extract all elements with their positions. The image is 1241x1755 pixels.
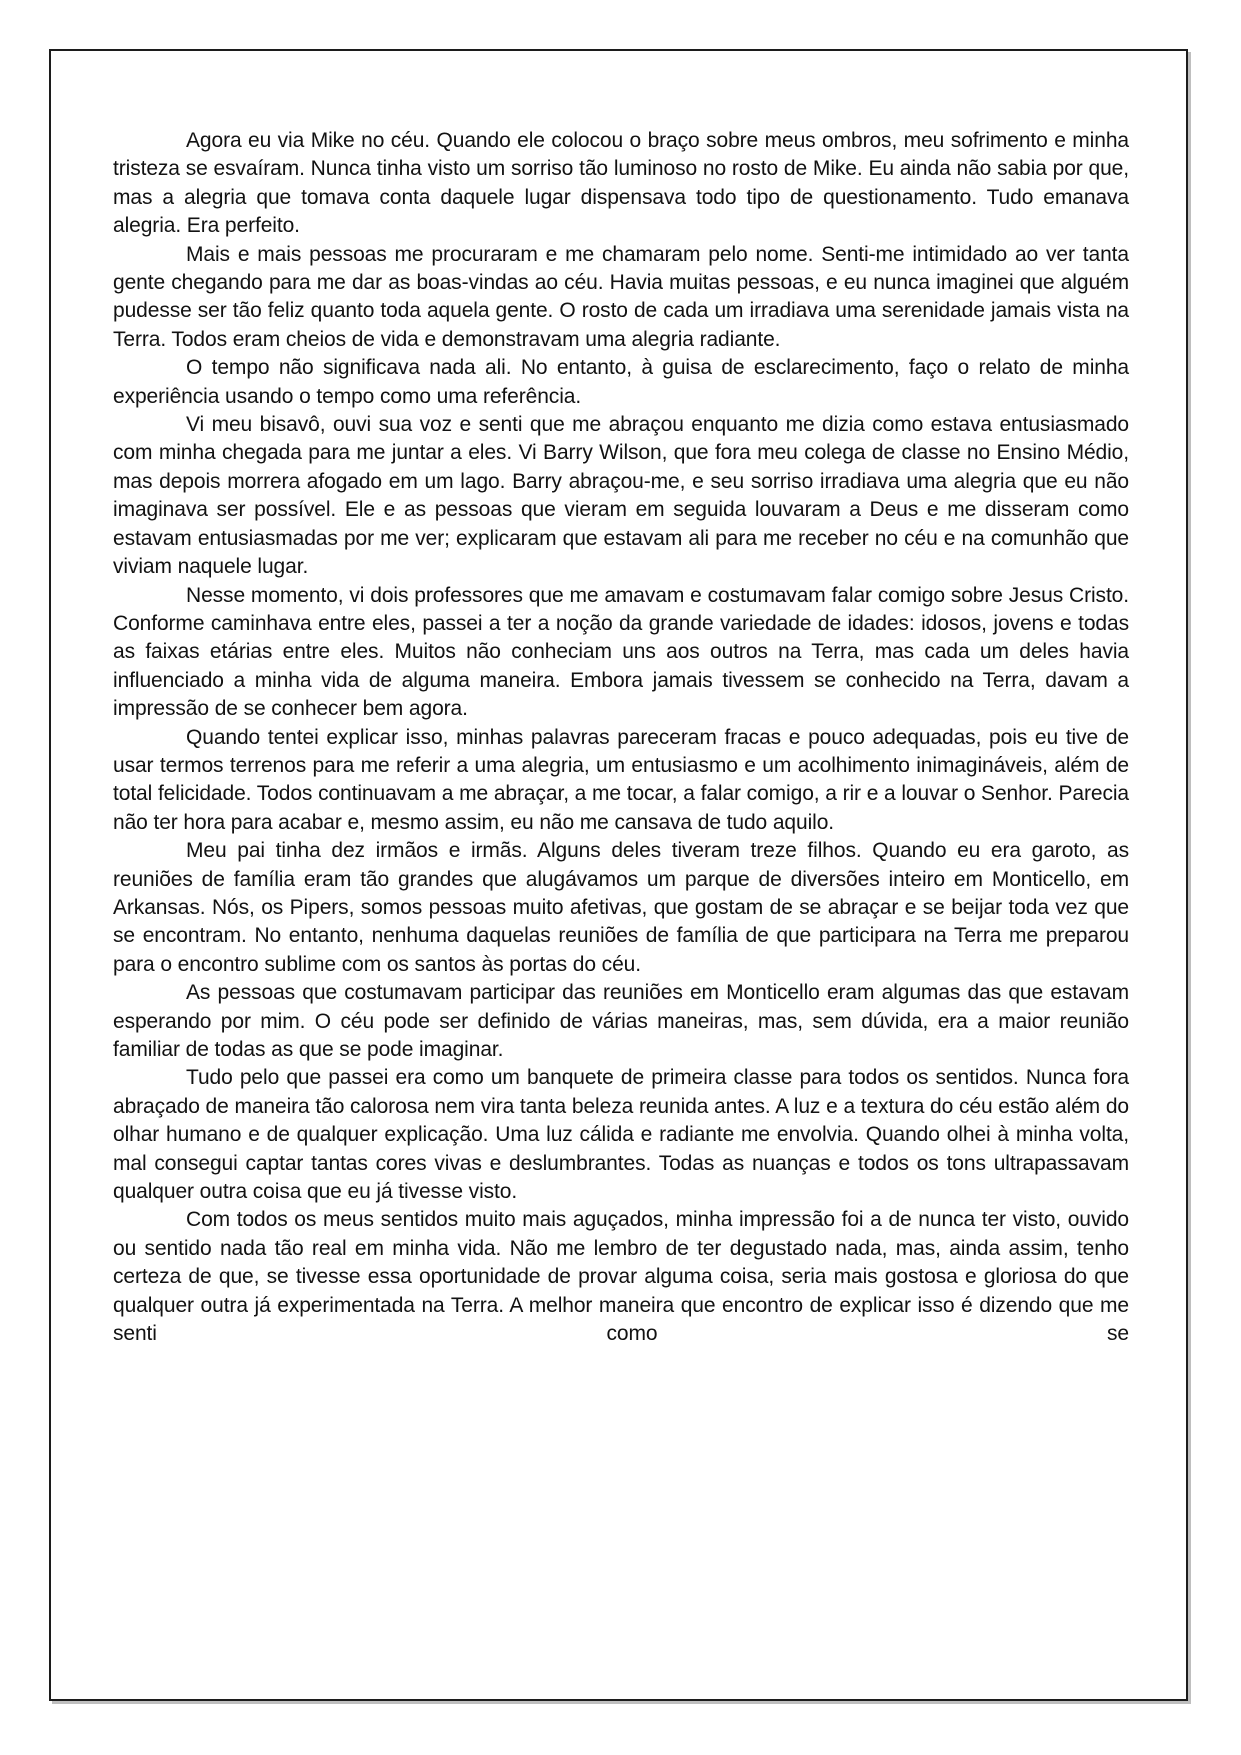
paragraph-2: Mais e mais pessoas me procuraram e me chamaram pelo nome. Senti-me intimidado ao ver tanta gente chegando para me dar as boas-vindas ao céu. Havia muitas pessoas, e eu nunca imaginei que alguém pudesse ser tão feliz quanto toda aquela gente. O rosto de cada um irradiava uma serenidade jamais vista na Terra. Todos eram cheios de vida e demonstravam uma alegria radiante.	[113, 242, 1129, 351]
paragraph-3: O tempo não significava nada ali. No entanto, à guisa de esclarecimento, faço o relato de minha experiência usando o tempo como uma referência.	[113, 356, 1129, 408]
paragraph-9: Tudo pelo que passei era como um banquete de primeira classe para todos os sentidos. Nunca fora abraçado de maneira tão calorosa nem vira tanta beleza reunida antes. A luz e a textura do céu estão além do olhar humano e de qualquer explicação. Uma luz cálida e radiante me envolvia. Quando olhei à minha volta, mal consegui captar tantas cores vivas e deslumbrantes. Todas as nuanças e todos os tons ultrapassavam qualquer outra coisa que eu já tivesse visto.	[113, 1066, 1129, 1204]
paragraph-6: Quando tentei explicar isso, minhas palavras pareceram fracas e pouco adequadas, pois eu tive de usar termos terrenos para me referir a uma alegria, um entusiasmo e um acolhimento inimagináveis, além de total felicidade. Todos continuavam a me abraçar, a me tocar, a falar comigo, a rir e a louvar o Senhor. Parecia não ter hora para acabar e, mesmo assim, eu não me cansava de tudo aquilo.	[113, 725, 1129, 834]
paragraph-7: Meu pai tinha dez irmãos e irmãs. Alguns deles tiveram treze filhos. Quando eu era garoto, as reuniões de família eram tão grandes que alugávamos um parque de diversões inteiro em Monticello, em Arkansas. Nós, os Pipers, somos pessoas muito afetivas, que gostam de se abraçar e se beijar toda vez que se encontram. No entanto, nenhuma daquelas reuniões de família de que participara na Terra me preparou para o encontro sublime com os santos às portas do céu.	[113, 839, 1129, 976]
paragraph-8: As pessoas que costumavam participar das reuniões em Monticello eram algumas das que estavam esperando por mim. O céu pode ser definido de várias maneiras, mas, sem dúvida, era a maior reunião familiar de todas as que se pode imaginar.	[113, 981, 1129, 1061]
paragraph-5: Nesse momento, vi dois professores que me amavam e costumavam falar comigo sobre Jesus Cristo. Conforme caminhava entre eles, passei a ter a noção da grande variedade de idades: idosos, jovens e todas as faixas etárias entre eles. Muitos não conheciam uns aos outros na Terra, mas cada um deles havia influenciado a minha vida de alguma maneira. Embora jamais tivessem se conhecido na Terra, davam a impressão de se conhecer bem agora.	[113, 583, 1129, 721]
body-text-block	[113, 127, 1129, 1348]
paragraph-1: Agora eu via Mike no céu. Quando ele colocou o braço sobre meus ombros, meu sofrimento e minha tristeza se esvaíram. Nunca tinha visto um sorriso tão luminoso no rosto de Mike. Eu ainda não sabia por que, mas a alegria que tomava conta daquele lugar dispensava todo tipo de questionamento. Tudo emanava alegria. Era perfeito.	[113, 129, 1129, 238]
paragraph-4: Vi meu bisavô, ouvi sua voz e senti que me abraçou enquanto me dizia como estava entusiasmado com minha chegada para me juntar a eles. Vi Barry Wilson, que fora meu colega de classe no Ensino Médio, mas depois morrera afogado em um lago. Barry abraçou-me, e seu sorriso irradiava uma alegria que eu não imaginava ser possível. Ele e as pessoas que vieram em seguida louvaram a Deus e me disseram como estavam entusiasmadas por me ver; explicaram que estavam ali para me receber no céu e na comunhão que viviam naquele lugar.	[113, 413, 1129, 579]
page-border-frame	[49, 49, 1188, 1701]
paragraph-10: Com todos os meus sentidos muito mais aguçados, minha impressão foi a de nunca ter visto, ouvido ou sentido nada tão real em minha vida. Não me lembro de ter degustado nada, mas, ainda assim, tenho certeza de que, se tivesse essa oportunidade de provar alguma coisa, seria mais gostosa e gloriosa do que qualquer outra já experimentada na Terra. A melhor maneira que encontro de explicar isso é dizendo que me senti como se	[113, 1208, 1129, 1346]
